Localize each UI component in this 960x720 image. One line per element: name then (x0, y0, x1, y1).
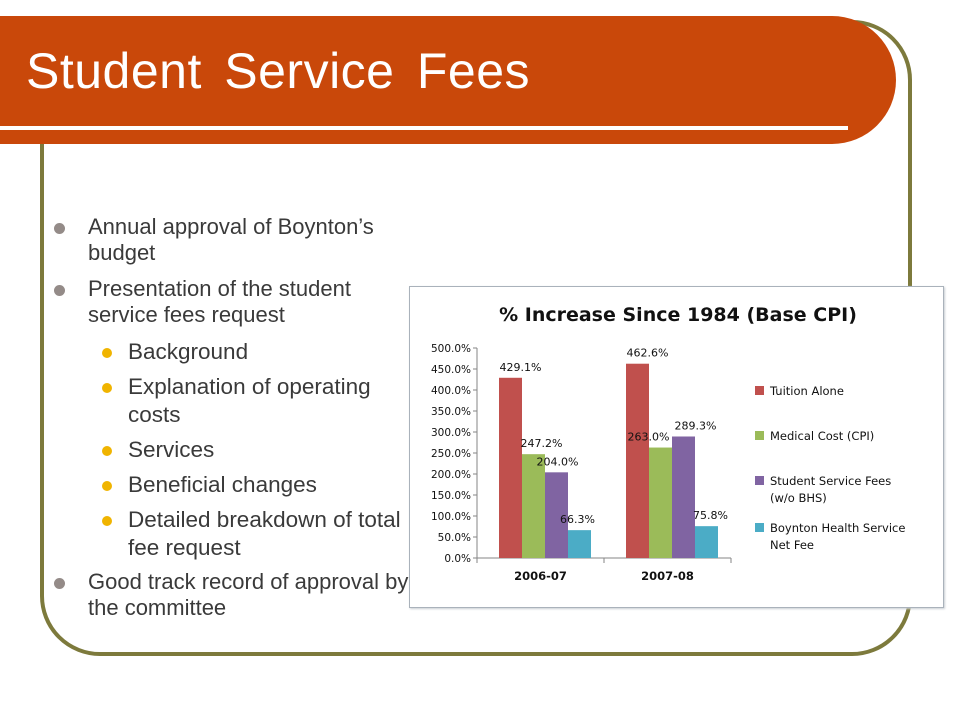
title-underline (0, 126, 848, 130)
legend-label: (w/o BHS) (770, 491, 827, 505)
legend-label: Student Service Fees (770, 474, 892, 488)
y-tick-label: 200.0% (430, 469, 471, 481)
y-tick-label: 300.0% (430, 427, 471, 439)
x-category-label: 2007-08 (641, 569, 694, 583)
bullet-item: Good track record of approval by the committee (50, 569, 410, 621)
bar-chart (410, 287, 943, 607)
y-tick-label: 100.0% (430, 511, 471, 523)
data-label: 66.3% (560, 513, 595, 527)
data-label: 429.1% (499, 360, 542, 374)
bar (626, 364, 649, 558)
bullet-item: Annual approval of Boynton’s budget (50, 214, 410, 266)
sub-bullet-item: Services (50, 436, 410, 464)
legend-label: Tuition Alone (770, 384, 844, 398)
y-tick-label: 250.0% (430, 448, 471, 460)
bar (568, 530, 591, 558)
y-tick-label: 150.0% (430, 490, 471, 502)
legend-swatch (755, 386, 764, 395)
bar (649, 448, 672, 558)
data-label: 75.8% (693, 509, 728, 523)
bar (695, 526, 718, 558)
legend-swatch (755, 476, 764, 485)
chart-container (409, 286, 944, 608)
chart-title: % Increase Since 1984 (Base CPI) (499, 304, 857, 326)
sub-bullet-item: Explanation of operating costs (50, 373, 410, 429)
legend-label: Medical Cost (CPI) (770, 429, 875, 443)
y-tick-label: 500.0% (430, 343, 471, 355)
legend-swatch (755, 431, 764, 440)
bar (522, 454, 545, 558)
y-tick-label: 0.0% (444, 553, 471, 565)
data-label: 204.0% (536, 455, 579, 469)
y-tick-label: 350.0% (430, 406, 471, 418)
y-tick-label: 50.0% (437, 532, 471, 544)
sub-bullet-item: Detailed breakdown of total fee request (50, 506, 410, 562)
y-tick-label: 400.0% (430, 385, 471, 397)
legend-label: Boynton Health Service (770, 521, 906, 535)
data-label: 247.2% (520, 437, 563, 451)
x-category-label: 2006-07 (514, 569, 567, 583)
data-label: 263.0% (627, 430, 670, 444)
data-label: 462.6% (626, 346, 669, 360)
data-label: 289.3% (674, 419, 717, 433)
legend-label: Net Fee (770, 538, 814, 552)
bullet-item: Presentation of the student service fees request (50, 276, 410, 328)
sub-bullet-item: Background (50, 338, 410, 366)
legend-swatch (755, 523, 764, 532)
bar (499, 378, 522, 558)
slide-title: Student Service Fees (26, 43, 531, 99)
y-tick-label: 450.0% (430, 364, 471, 376)
sub-bullet-item: Beneficial changes (50, 471, 410, 499)
bar (672, 436, 695, 558)
bullet-list (50, 214, 410, 631)
